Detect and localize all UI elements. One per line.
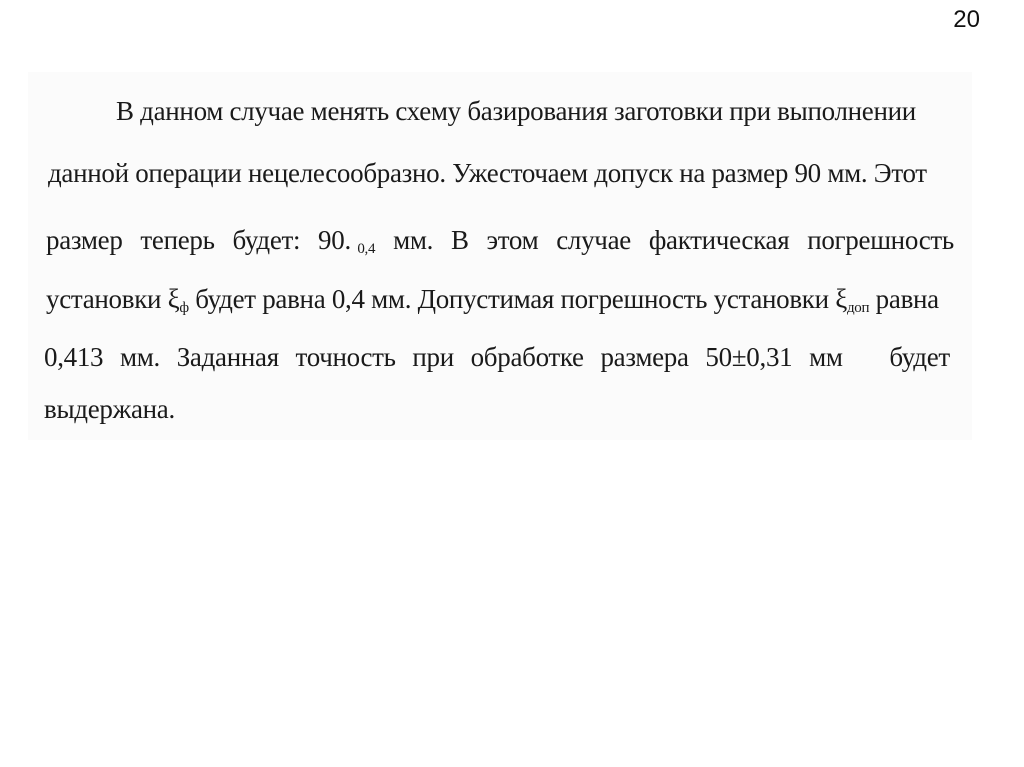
- word: погрешность: [807, 225, 954, 255]
- page-number: 20: [953, 6, 980, 33]
- word: обработке: [470, 342, 584, 372]
- text-line-2: данной операции нецелесообразно. Ужесточаем допуск на размер 90 мм. Этот: [48, 158, 927, 188]
- word: теперь: [140, 225, 215, 255]
- dimension-value: 90. $_{0,4}$: [318, 225, 376, 257]
- word: будет: [889, 342, 950, 372]
- text-line-1: В данном случае менять схему базирования заготовки при выполнении: [116, 96, 916, 126]
- word: этом: [486, 225, 539, 255]
- word: случае: [556, 225, 631, 255]
- word: мм.: [119, 342, 160, 372]
- word: Заданная: [176, 342, 279, 372]
- word: В: [450, 225, 469, 255]
- word: размер: [46, 225, 123, 255]
- text-line-4: установки $\xi_ф$ будет равна 0,4 мм. Допустимая погрешность установки $\xi_{доп}$ равна: [46, 284, 939, 316]
- word: фактическая: [648, 225, 790, 255]
- word: 50±0,31: [705, 342, 793, 372]
- xi-dop-subscript: доп: [846, 300, 870, 316]
- scanned-text-block: [28, 72, 972, 440]
- word: мм: [809, 342, 843, 372]
- word: мм.: [393, 225, 434, 255]
- word: размера: [600, 342, 689, 372]
- tolerance-subscript: 0,4: [357, 241, 376, 257]
- word: точность: [295, 342, 396, 372]
- word: будет:: [232, 225, 301, 255]
- word: 0,413: [44, 342, 104, 372]
- word: при: [412, 342, 454, 372]
- text-line-6: выдержана.: [44, 394, 175, 424]
- text-line-5: [44, 342, 950, 373]
- text-line-3: [46, 225, 954, 256]
- xi-f-subscript: ф: [179, 300, 189, 316]
